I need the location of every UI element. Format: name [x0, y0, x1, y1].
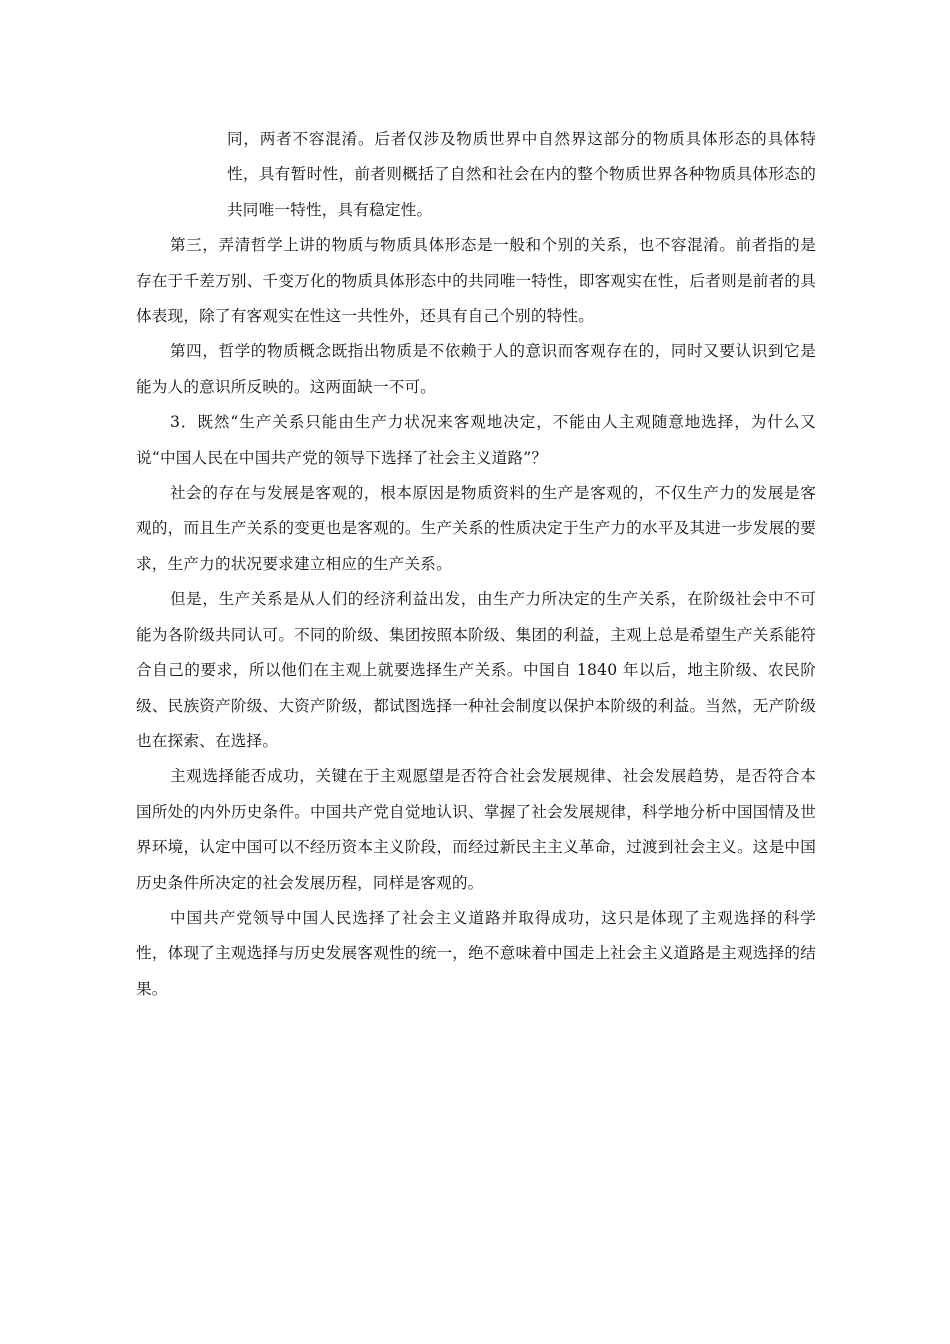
answer-paragraph-3: 主观选择能否成功，关键在于主观愿望是否符合社会发展规律、社会发展趋势，是否符合本国所处的内外历史条件。中国共产党自觉地认识、掌握了社会发展规律，科学地分析中国国情及世界环境，认定中国可以不经历资本主义阶段，而经过新民主主义革命，过渡到社会主义。这是中国历史条件所决定的社会发展历程，同样是客观的。 [136, 767, 816, 892]
answer-paragraph-4: 中国共产党领导中国人民选择了社会主义道路并取得成功，这只是体现了主观选择的科学性，体现了主观选择与历史发展客观性的统一，绝不意味着中国走上社会主义道路是主观选择的结果。 [136, 908, 816, 998]
answer-paragraph-2: 但是，生产关系是从人们的经济利益出发，由生产力所决定的生产关系，在阶级社会中不可能为各阶级共同认可。不同的阶级、集团按照本阶级、集团的利益，主观上总是希望生产关系能符合自己的要求，所以他们在主观上就要选择生产关系。中国自 1840 年以后，地主阶级、农民阶级、民族资产阶级、大资产阶级，都试图选择一种社会制度以保护本阶级的利益。当然，无产阶级也在探索、在选择。 [136, 590, 816, 750]
answer-paragraph-1: 社会的存在与发展是客观的，根本原因是物质资料的生产是客观的，不仅生产力的发展是客观的，而且生产关系的变更也是客观的。生产关系的性质决定于生产力的水平及其进一步发展的要求，生产力的状况要求建立相应的生产关系。 [136, 484, 816, 573]
paragraph-continuation: 同，两者不容混淆。后者仅涉及物质世界中自然界这部分的物质具体形态的具体特性，具有暂时性，前者则概括了自然和社会在内的整个物质世界各种物质具体形态的共同唯一特性，具有稳定性。 [227, 130, 816, 219]
document-body [136, 122, 816, 1007]
paragraph-point-four: 第四，哲学的物质概念既指出物质是不依赖于人的意识而客观存在的，同时又要认识到它是能为人的意识所反映的。这两面缺一不可。 [136, 342, 816, 396]
question-heading: 3．既然“生产关系只能由生产力状况来客观地决定，不能由人主观随意地选择，为什么又说“中国人民在中国共产党的领导下选择了社会主义道路”？ [136, 413, 816, 467]
paragraph-point-three: 第三，弄清哲学上讲的物质与物质具体形态是一般和个别的关系，也不容混淆。前者指的是存在于千差万别、千变万化的物质具体形态中的共同唯一特性，即客观实在性，后者则是前者的具体表现，除了有客观实在性这一共性外，还具有自己个别的特性。 [136, 236, 816, 326]
